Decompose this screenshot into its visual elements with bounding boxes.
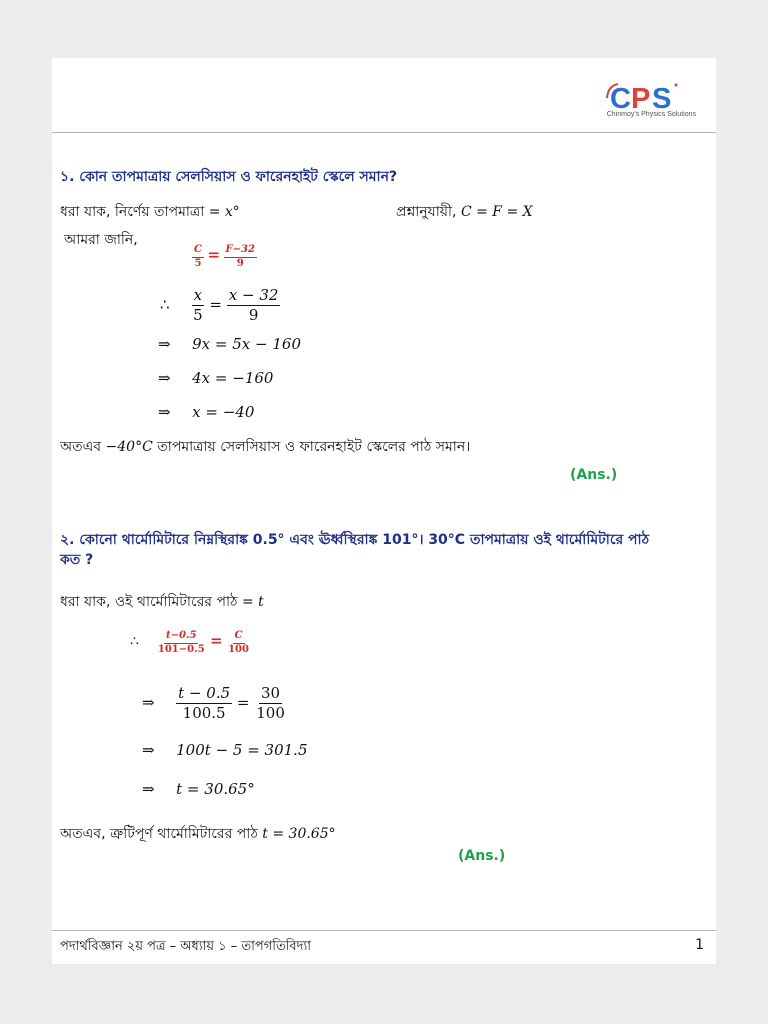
q1-step-4 [158, 403, 254, 421]
q1-per-question-text: প্রশ্নানুযায়ী, [396, 204, 457, 220]
implies-symbol: ⇒ [142, 780, 155, 798]
implies-symbol: ⇒ [142, 741, 155, 759]
header-divider [52, 132, 716, 133]
q1-formula: $\frac{C}{5}$ = $\frac{F-32}{9}$ [194, 244, 255, 269]
page-number: 1 [695, 937, 704, 953]
svg-text:C: C [610, 83, 631, 115]
q2-ans-label: (Ans.) [458, 848, 506, 864]
q1-step1-lhs-den: 5 [193, 305, 203, 324]
q1-assume-math: = x° [208, 204, 240, 220]
q2-step2-rhs-den: 100 [256, 703, 285, 722]
svg-text:S: S [652, 83, 672, 115]
cps-logo-graphic [604, 76, 696, 126]
q2-step-2: ⇒ $\frac{t - 0.5}{100.5}$ = $\frac{30}{100}$ [142, 684, 285, 722]
q1-step1-lhs-num: x [193, 286, 203, 304]
q2-conclusion-math: t = 30.65° [262, 826, 336, 842]
q1-step-3 [158, 369, 273, 387]
q1-ans-label: (Ans.) [570, 467, 618, 483]
q1-conclusion-pre: অতএব [60, 439, 102, 455]
question-1-heading: ১. কোন তাপমাত্রায় সেলসিয়াস ও ফারেনহাইট স্কেলে সমান? [60, 169, 398, 185]
q2-formula-rhs-num: C [233, 630, 245, 644]
q1-conclusion-post: তাপমাত্রায় সেলসিয়াস ও ফারেনহাইট স্কেলের পাঠ সমান। [157, 439, 471, 455]
q2-step2-lhs-num: t − 0.5 [178, 684, 231, 702]
q1-formula-rhs-num: F−32 [224, 244, 257, 258]
footer-title: পদার্থবিজ্ঞান ২য় পত্র – অধ্যায় ১ – তাপগতিবিদ্যা [60, 939, 312, 954]
implies-symbol: ⇒ [142, 693, 155, 712]
q2-step2-lhs-den: 100.5 [182, 703, 226, 722]
q2-formula-lhs-den: 101−0.5 [157, 643, 205, 655]
q1-assume-text: ধরা যাক, নির্ণেয় তাপমাত্রা [60, 204, 205, 220]
q2-step2-rhs-num: 30 [261, 684, 281, 702]
q2-conclusion-pre: অতএব, ত্রুটিপূর্ণ থার্মোমিটারের পাঠ [60, 826, 258, 842]
q2-assume-math: = t [241, 594, 264, 610]
q2-formula: ∴ $\frac{t-0.5}{101-0.5}$ = $\frac{C}{100}$ [130, 630, 249, 655]
footer-divider [52, 930, 716, 931]
therefore-symbol: ∴ [130, 633, 139, 650]
q1-formula-lhs-den: 5 [194, 257, 202, 269]
q2-step4-text: t = 30.65° [176, 780, 255, 798]
q2-conclusion [60, 822, 336, 846]
q2-formula-lhs-num: t−0.5 [164, 630, 198, 644]
q1-step3-text: 4x = −160 [192, 369, 274, 387]
q1-conclusion [60, 435, 470, 459]
implies-symbol: ⇒ [158, 369, 171, 387]
q1-we-know: আমরা জানি, [64, 232, 138, 248]
q2-formula-rhs-den: 100 [228, 643, 249, 655]
svg-text:P: P [631, 83, 651, 115]
q1-conclusion-math: −40°C [105, 439, 153, 455]
therefore-symbol: ∴ [160, 295, 170, 314]
document-page [52, 58, 716, 964]
logo-subtitle: Chinmoy's Physics Solutions [606, 111, 696, 118]
q1-step-1: ∴ $\frac{x}{5}$ = $\frac{x - 32}{9}$ [160, 286, 279, 324]
q1-per-question-math: C = F = X [460, 204, 533, 220]
q1-per-question-line [396, 200, 533, 224]
question-2-heading-line-2: কত ? [60, 552, 94, 568]
q1-step4-text: x = −40 [192, 403, 255, 421]
q2-step3-text: 100t − 5 = 301.5 [176, 741, 308, 759]
q1-formula-lhs-num: C [192, 244, 204, 258]
q1-step1-rhs-den: 9 [248, 305, 259, 324]
implies-symbol: ⇒ [158, 335, 171, 353]
q2-step-4 [142, 780, 255, 798]
q1-step1-rhs-num: x − 32 [228, 286, 279, 304]
q1-step2-text: 9x = 5x − 160 [192, 335, 301, 353]
q1-formula-rhs-den: 9 [236, 257, 244, 269]
q2-assume-line [60, 590, 264, 614]
q1-assume-line [60, 200, 240, 224]
question-2-heading-line-1: ২. কোনো থার্মোমিটারে নিম্নস্থিরাঙ্ক 0.5° এবং ঊর্ধ্বস্থিরাঙ্ক 101°। 30°C তাপমাত্রায় ওই থার্মোমিটারে পাঠ [60, 532, 650, 548]
q2-step-3 [142, 741, 308, 759]
implies-symbol: ⇒ [158, 403, 171, 421]
q2-assume-text: ধরা যাক, ওই থার্মোমিটারের পাঠ [60, 594, 238, 610]
cps-logo [604, 76, 696, 126]
q1-step-2 [158, 335, 301, 353]
